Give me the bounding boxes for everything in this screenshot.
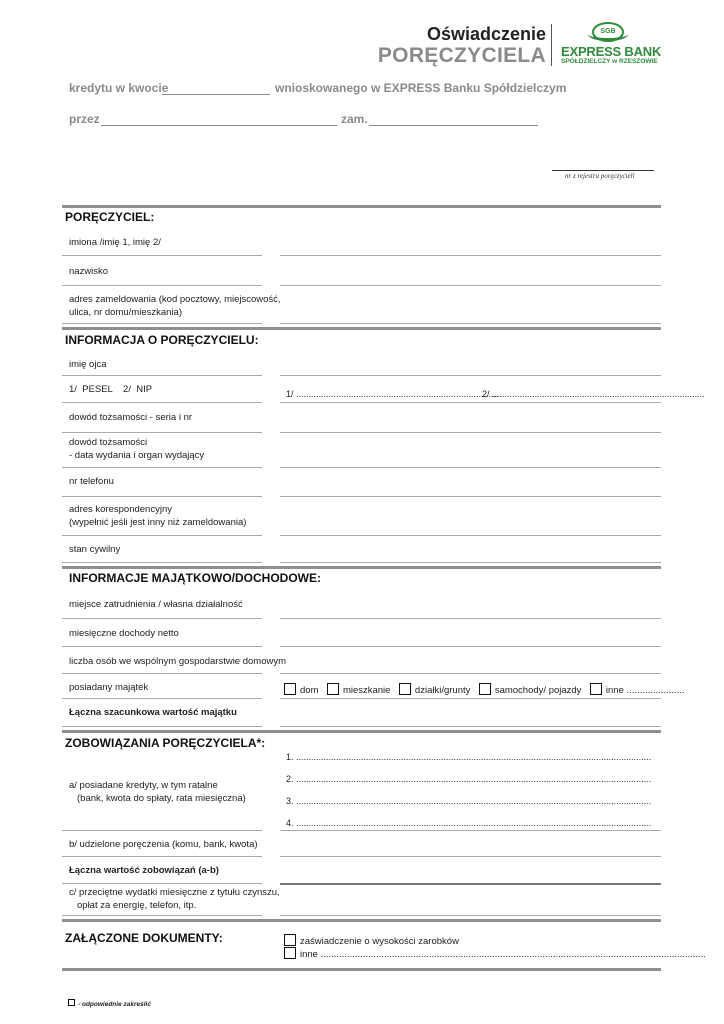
section-divider bbox=[62, 730, 661, 733]
section-title-guarantor: PORĘCZYCIEL: bbox=[65, 210, 155, 224]
registered-address-field[interactable] bbox=[280, 323, 661, 324]
id-number-field[interactable] bbox=[280, 432, 661, 433]
credit-amount-label: kredytu w kwocie bbox=[69, 81, 169, 95]
section-title-attachments: ZAŁĄCZONE DOKUMENTY: bbox=[65, 931, 223, 945]
row-divider bbox=[62, 618, 262, 619]
credit-bank-label: wnioskowanego w EXPRESS Banku Spółdzielczym bbox=[275, 81, 567, 95]
correspondence-address-label-2: (wypełnić jeśli jest inny niż zameldowania) bbox=[69, 517, 247, 528]
expenses-field[interactable] bbox=[280, 915, 661, 916]
total-liabilities-field[interactable] bbox=[280, 883, 661, 885]
correspondence-address-label: adres korespondencyjny bbox=[69, 504, 172, 515]
row-divider bbox=[62, 726, 262, 727]
property-option-vehicles[interactable]: samochody/ pojazdy bbox=[479, 685, 582, 696]
surname-field[interactable] bbox=[280, 285, 661, 286]
form-title: Oświadczenie bbox=[426, 24, 546, 44]
section-divider bbox=[62, 968, 661, 971]
property-label: posiadany majątek bbox=[69, 682, 149, 693]
phone-label: nr telefonu bbox=[69, 476, 114, 487]
section-divider bbox=[62, 327, 661, 330]
address-field[interactable] bbox=[369, 113, 538, 126]
section-title-liabilities: ZOBOWIĄZANIA PORĘCZYCIELA*: bbox=[65, 736, 266, 750]
marital-status-field[interactable] bbox=[280, 562, 661, 563]
row-divider bbox=[62, 915, 262, 916]
property-option-flat[interactable]: mieszkanie bbox=[327, 685, 391, 696]
bank-name: EXPRESS BANK bbox=[561, 44, 662, 59]
expenses-label: c/ przeciętne wydatki miesięczne z tytułu czynszu, bbox=[69, 887, 280, 898]
loans-label-2: (bank, kwota do spłaty, rata miesięczna) bbox=[77, 793, 246, 804]
row-divider bbox=[62, 496, 262, 497]
credit-line-3[interactable]: 3. .............................................................................................................................................. bbox=[286, 796, 652, 806]
row-divider bbox=[62, 467, 262, 468]
pesel-nip-label: 1/ PESEL 2/ NIP bbox=[69, 384, 153, 395]
guarantees-field[interactable] bbox=[280, 856, 661, 857]
household-size-label: liczba osób we wspólnym gospodarstwie domowym bbox=[69, 656, 287, 667]
row-divider bbox=[62, 402, 262, 403]
attachment-salary-certificate[interactable]: zaświadczenie o wysokości zarobków bbox=[284, 934, 459, 947]
property-option-other[interactable]: inne ...................... bbox=[590, 685, 685, 696]
checkbox-icon[interactable] bbox=[284, 683, 296, 695]
checkbox-icon[interactable] bbox=[327, 683, 339, 695]
credit-amount-field[interactable] bbox=[162, 82, 270, 95]
checkbox-icon[interactable] bbox=[284, 947, 296, 959]
by-label: przez bbox=[69, 112, 100, 126]
row-divider bbox=[62, 562, 262, 563]
correspondence-address-field[interactable] bbox=[280, 535, 661, 536]
id-issue-field[interactable] bbox=[280, 467, 661, 468]
credit-line-2[interactable]: 2. .............................................................................................................................................. bbox=[286, 774, 652, 784]
footnote: - odpowiednie zakreślić bbox=[68, 999, 151, 1008]
registered-address-label-2: ulica, nr domu/mieszkania) bbox=[69, 307, 182, 318]
property-option-house[interactable]: dom bbox=[284, 685, 318, 696]
first-names-field[interactable] bbox=[280, 255, 661, 256]
first-names-label: imiona /imię 1, imię 2/ bbox=[69, 237, 161, 248]
row-divider bbox=[62, 285, 262, 286]
attachment-other[interactable]: inne .................................................................................................................................................. bbox=[284, 947, 656, 960]
row-divider bbox=[62, 883, 262, 884]
net-income-field[interactable] bbox=[280, 646, 661, 647]
total-assets-label: Łączna szacunkowa wartość majątku bbox=[69, 707, 237, 718]
pesel-field[interactable]: 1/ ................................................................................. bbox=[286, 389, 499, 399]
checkbox-icon[interactable] bbox=[284, 934, 296, 946]
id-issue-label: dowód tożsamości bbox=[69, 437, 148, 448]
marital-status-label: stan cywilny bbox=[69, 544, 121, 555]
property-options bbox=[284, 680, 685, 698]
net-income-label: miesięczne dochody netto bbox=[69, 628, 179, 639]
row-divider bbox=[280, 402, 661, 403]
form-subtitle: PORĘCZYCIELA bbox=[377, 44, 546, 67]
father-name-label: imię ojca bbox=[69, 359, 107, 370]
checkbox-icon[interactable] bbox=[399, 683, 411, 695]
address-label: zam. bbox=[341, 112, 368, 126]
checkbox-icon[interactable] bbox=[479, 683, 491, 695]
register-number-label: nr z rejestru poręczycieli bbox=[565, 172, 635, 180]
section-title-info: INFORMACJA O PORĘCZYCIELU: bbox=[65, 333, 259, 347]
registered-address-label: adres zameldowania (kod pocztowy, miejscowość, bbox=[69, 294, 281, 305]
section-title-assets: INFORMACJE MAJĄTKOWO/DOCHODOWE: bbox=[69, 571, 321, 585]
register-number-field[interactable] bbox=[552, 170, 654, 171]
row-divider bbox=[62, 646, 262, 647]
father-name-field[interactable] bbox=[280, 375, 661, 376]
section-divider bbox=[62, 919, 661, 922]
checkbox-icon bbox=[68, 999, 75, 1006]
surname-label: nazwisko bbox=[69, 266, 109, 277]
loans-label: a/ posiadane kredyty, w tym ratalne bbox=[69, 780, 218, 791]
row-divider bbox=[62, 698, 262, 699]
row-divider bbox=[62, 535, 262, 536]
expenses-label-2: opłat za energię, telefon, itp. bbox=[77, 900, 197, 911]
phone-field[interactable] bbox=[280, 496, 661, 497]
checkbox-icon[interactable] bbox=[590, 683, 602, 695]
employment-label: miejsce zatrudnienia / własna działalność bbox=[69, 599, 243, 610]
bank-subtitle: SPÓŁDZIELCZY w RZESZOWIE bbox=[561, 58, 658, 65]
row-divider bbox=[280, 698, 661, 699]
row-divider bbox=[280, 830, 661, 831]
total-assets-field[interactable] bbox=[280, 726, 661, 727]
employment-field[interactable] bbox=[280, 618, 661, 619]
row-divider bbox=[62, 673, 262, 674]
header-divider bbox=[551, 24, 552, 66]
total-liabilities-label: Łączna wartość zobowiązań (a-b) bbox=[69, 865, 219, 876]
section-divider bbox=[62, 205, 661, 208]
property-option-land[interactable]: działki/grunty bbox=[399, 685, 470, 696]
row-divider bbox=[62, 375, 262, 376]
row-divider bbox=[62, 856, 262, 857]
by-field[interactable] bbox=[101, 113, 337, 126]
id-number-label: dowód tożsamości - seria i nr bbox=[69, 412, 193, 423]
row-divider bbox=[62, 432, 262, 433]
section-divider bbox=[62, 566, 661, 569]
row-divider bbox=[62, 255, 262, 256]
bank-logo-icon: SGB bbox=[592, 22, 624, 42]
row-divider bbox=[62, 323, 262, 324]
credit-line-1[interactable]: 1. .............................................................................................................................................. bbox=[286, 752, 652, 762]
nip-field[interactable]: 2/ ..................................................................................... bbox=[482, 389, 705, 399]
guarantees-label: b/ udzielone poręczenia (komu, bank, kwota) bbox=[69, 839, 258, 850]
row-divider bbox=[62, 830, 262, 831]
household-size-field[interactable] bbox=[280, 673, 661, 674]
id-issue-label-2: - data wydania i organ wydający bbox=[69, 450, 205, 461]
credit-line-4[interactable]: 4. .............................................................................................................................................. bbox=[286, 818, 652, 828]
